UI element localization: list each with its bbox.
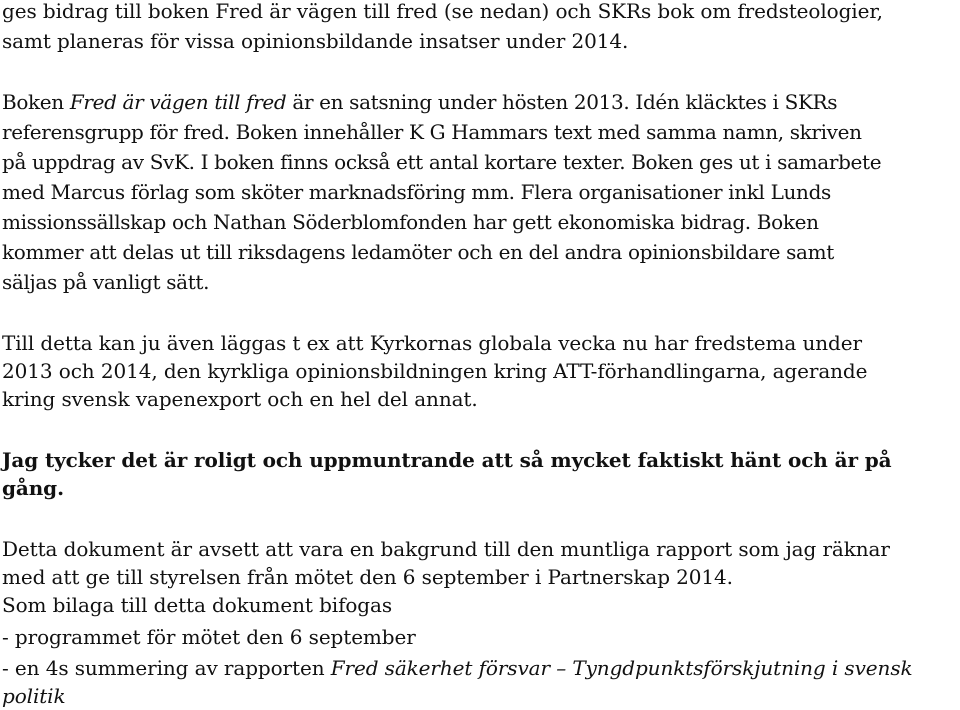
p5-line-5: [2, 654, 913, 682]
p2-line-4: med Marcus förlag som sköter marknadsföring mm. Flera organisationer inkl Lunds: [2, 180, 831, 204]
p4-line-1: Jag tycker det är roligt och uppmuntrande att så mycket faktiskt hänt och är på: [2, 448, 892, 472]
p1-line-1: ges bidrag till boken Fred är vägen till fred (se nedan) och SKRs bok om fredsteologier,: [2, 0, 883, 23]
p2-line-5: missionssällskap och Nathan Söderblomfonden har gett ekonomiska bidrag. Boken: [2, 210, 819, 234]
book-title-fred: Fred är vägen till fred: [69, 90, 287, 114]
p2-line-2: referensgrupp för fred. Boken innehåller K G Hammars text med samma namn, skriven: [2, 120, 862, 144]
p3-line-2: 2013 och 2014, den kyrkliga opinionsbildningen kring ATT-förhandlingarna, agerande: [2, 359, 868, 383]
p2-line-1: [2, 88, 837, 116]
p4-line-2: gång.: [2, 476, 64, 500]
p3-line-1: Till detta kan ju även läggas t ex att Kyrkornas globala vecka nu har fredstema under: [2, 331, 862, 355]
p2-line-1-start: Boken: [2, 90, 70, 114]
p1-line-2: samt planeras för vissa opinionsbildande insatser under 2014.: [2, 29, 629, 53]
p3-line-3: kring svensk vapenexport och en hel del annat.: [2, 387, 478, 411]
p5-line-5-start: - en 4s summering av rapporten: [2, 656, 331, 680]
p2-line-7: säljas på vanligt sätt.: [2, 270, 210, 294]
p2-line-1-end: är en satsning under hösten 2013. Idén kläcktes i SKRs: [286, 90, 838, 114]
report-title-part-2: politik: [2, 684, 66, 708]
p2-line-3: på uppdrag av SvK. I boken finns också ett antal kortare texter. Boken ges ut i samarbete: [2, 150, 882, 174]
p5-line-1: Detta dokument är avsett att vara en bakgrund till den muntliga rapport som jag räknar: [2, 537, 890, 561]
report-title-part-1: Fred säkerhet försvar – Tyngdpunktsförskjutning i svensk: [330, 656, 913, 680]
p5-line-3: Som bilaga till detta dokument bifogas: [2, 593, 392, 617]
p5-line-4: - programmet för mötet den 6 september: [2, 625, 416, 649]
p5-line-2: med att ge till styrelsen från mötet den 6 september i Partnerskap 2014.: [2, 565, 733, 589]
p2-line-6: kommer att delas ut till riksdagens ledamöter och en del andra opinionsbildare samt: [2, 240, 834, 264]
